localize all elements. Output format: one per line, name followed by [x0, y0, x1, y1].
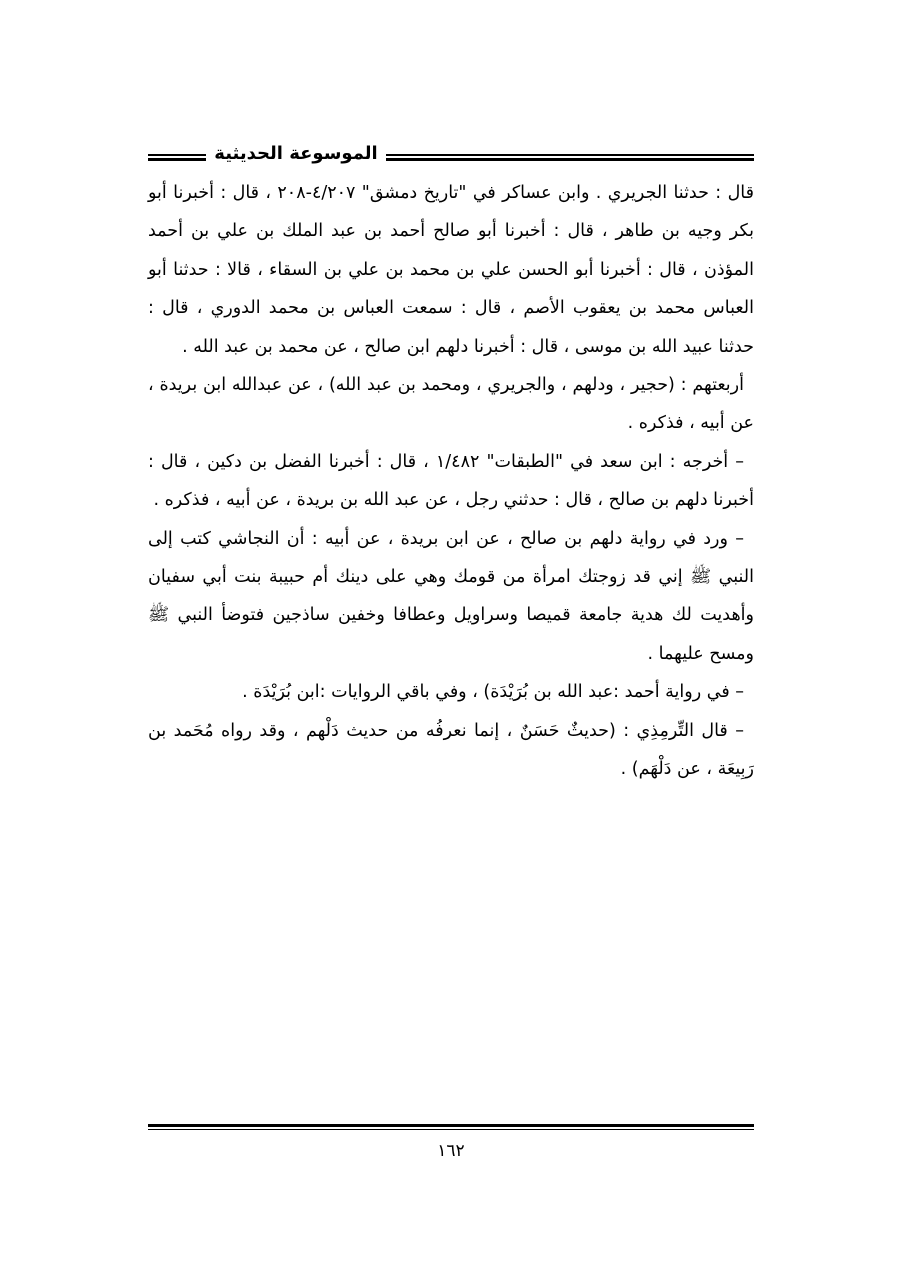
header-rule-right [386, 154, 754, 161]
paragraph-chain-of-narration: قال : حدثنا الجريري . وابن عساكر في "تاريخ دمشق" ٤/٢٠٧-٢٠٨ ، قال : أخبرنا أبو بكر وجيه بن طاهر ، قال : أخبرنا أبو صالح أحمد بن عبد الملك بن علي بن أحمد المؤذن ، قال : أخبرنا أبو الحسن علي بن محمد بن علي بن السقاء ، قالا : حدثنا أبو العباس محمد بن يعقوب الأصم ، قال : سمعت العباس بن محمد الدوري ، قال : حدثنا عبيد الله بن موسى ، قال : أخبرنا دلهم ابن صالح ، عن محمد بن عبد الله . [148, 183, 754, 357]
paragraph-ibn-saad-source: – أخرجه : ابن سعد في "الطبقات" ١/٤٨٢ ، قال : أخبرنا الفضل بن دكين ، قال : أخبرنا دلهم بن صالح ، قال : حدثني رجل ، عن عبد الله بن بريدة ، عن أبيه ، فذكره . [148, 451, 754, 511]
paragraph-ahmad-variant: – في رواية أحمد :عبد الله بن بُرَيْدَة) ، وفي باقي الروايات :ابن بُرَيْدَة . [242, 682, 744, 703]
paragraph-tirmidhi-comment: – قال التِّرمِذِي : (حديثٌ حَسَنٌ ، إنما نعرفُه من حديث دَلْهم ، وقد رواه مُحَمد بن رَبِيعَة ، عن دَلْهَم) . [148, 720, 754, 780]
running-title: الموسوعة الحديثية [214, 143, 378, 164]
paragraph-four-narrators: أربعتهم : (حجير ، ودلهم ، والجريري ، ومحمد بن عبد الله) ، عن عبدالله ابن بريدة ، عن أبيه ، فذكره . [148, 375, 754, 434]
page-number: ١٦٢ [437, 1141, 465, 1161]
paragraph-najashi-report: – ورد في رواية دلهم بن صالح ، عن ابن بريدة ، عن أبيه : أن النجاشي كتب إلى النبي ﷺ إني قد زوجتك امرأة من قومك وهي على دينك أم حبيبة بنت أبي سفيان وأهديت لك هدية جامعة قميصا وسراويل وعطافا وخفين ساذجين فتوضأ النبي ﷺ ومسح عليهما . [148, 528, 754, 664]
page-header [148, 138, 754, 174]
page-body [148, 174, 754, 789]
header-rule-left [148, 154, 206, 161]
footer-rule [148, 1124, 754, 1130]
